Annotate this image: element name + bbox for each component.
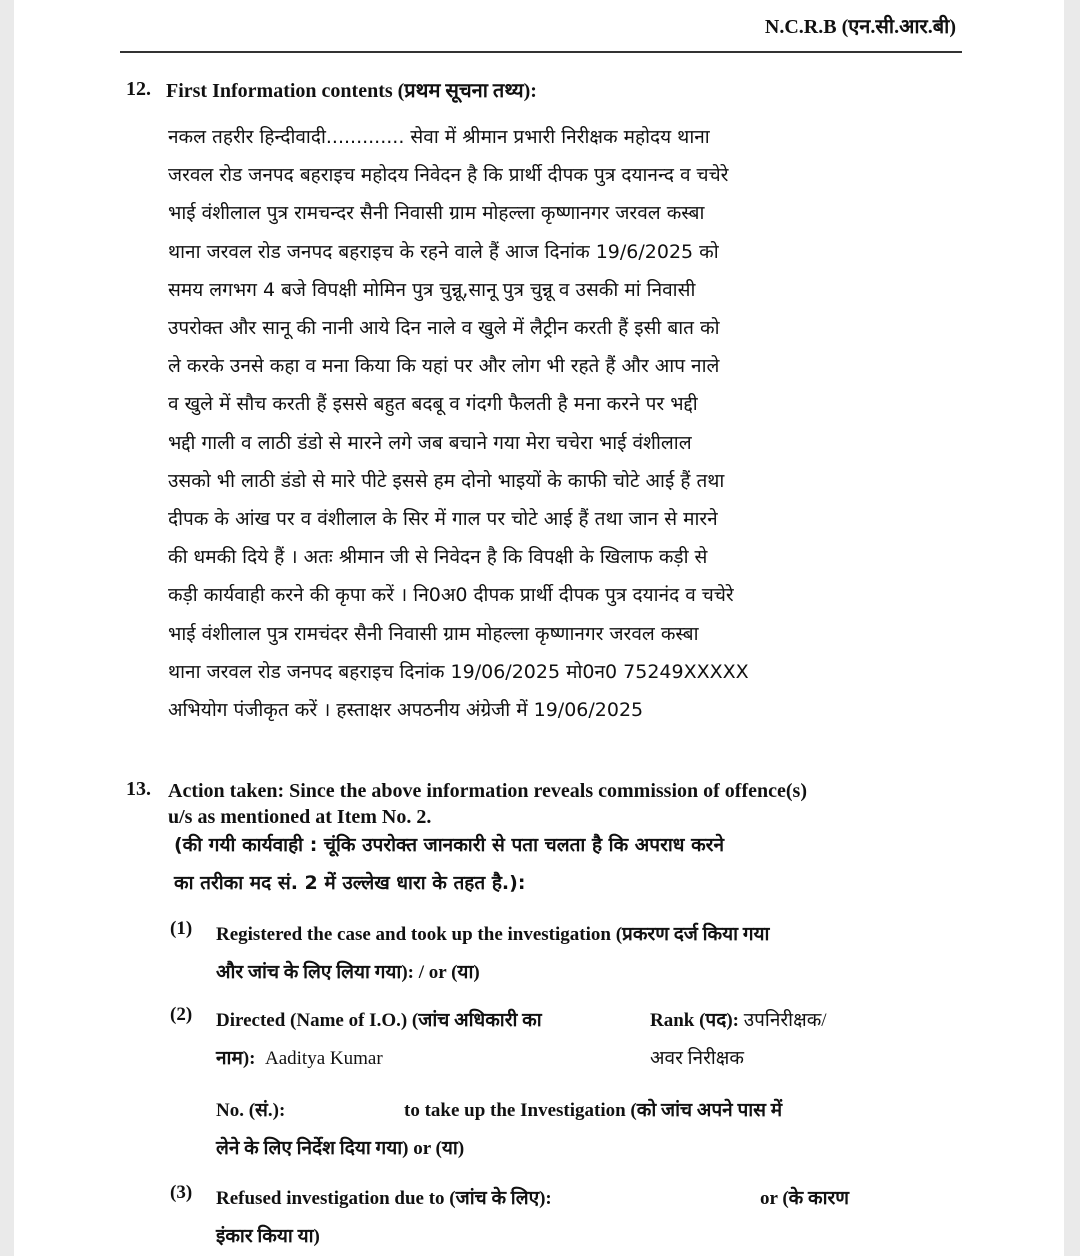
item-3-line2: इंकार किया या) <box>216 1226 320 1247</box>
fir-text-line: थाना जरवल रोड जनपद बहराइच के रहने वाले हैं आज दिनांक 19/6/2025 को <box>168 240 719 263</box>
section-12-title: First Information contents (प्रथम सूचना तथ्य): <box>166 80 537 102</box>
item-1-line1: Registered the case and took up the investigation (प्रकरण दर्ज किया गया <box>216 924 770 945</box>
first-information-text <box>168 118 948 729</box>
item-3-marker: (3) <box>170 1182 193 1203</box>
fir-text-line: नकल तहरीर हिन्दीवादी............. सेवा में श्रीमान प्रभारी निरीक्षक महोदय थाना <box>168 126 710 148</box>
rank-value-line1: उपनिरीक्षक/ <box>743 1010 827 1031</box>
item-2-directed-label: Directed (Name of I.O.) (जांच अधिकारी का <box>216 1010 542 1031</box>
item-1-line2: और जांच के लिए लिया गया): / or (या) <box>216 962 480 983</box>
rank-value-line2: अवर निरीक्षक <box>650 1048 744 1069</box>
item-2-rank-label: Rank (पद): <box>650 1010 739 1031</box>
fir-text-line: भाई वंशीलाल पुत्र रामचन्दर सैनी निवासी ग्राम मोहल्ला कृष्णानगर जरवल कस्बा <box>168 202 705 225</box>
fir-text-line: थाना जरवल रोड जनपद बहराइच दिनांक 19/06/2025 मो0न0 75249XXXXX <box>168 660 749 683</box>
fir-text-line: उपरोक्त और सानू की नानी आये दिन नाले व खुले में लैट्रीन करती हैं इसी बात को <box>168 317 720 340</box>
item-2-no-label: No. (सं.): <box>216 1100 286 1121</box>
item-2-take-up-line1: to take up the Investigation (को जांच अपने पास में <box>404 1100 783 1121</box>
fir-text-line: समय लगभग 4 बजे विपक्षी मोमिन पुत्र चुन्नू,सानू पुत्र चुन्नू व उसकी मां निवासी <box>168 278 696 301</box>
item-3-or-label: or (के कारण <box>760 1188 850 1209</box>
item-1-marker: (1) <box>170 918 193 939</box>
item-2-take-up-line2: लेने के लिए निर्देश दिया गया) or (या) <box>216 1138 465 1159</box>
fir-text-line: की धमकी दिये हैं । अतः श्रीमान जी से निवेदन है कि विपक्षी के खिलाफ कड़ी से <box>168 546 708 569</box>
fir-text-line: ले करके उनसे कहा व मना किया कि यहां पर और लोग भी रहते हैं और आप नाले <box>168 355 720 378</box>
fir-text-line: कड़ी कार्यवाही करने की कृपा करें । नि0अ0 दीपक प्रार्थी दीपक पुत्र दयानंद व चचेरे <box>168 584 734 607</box>
section-12-number: 12. <box>126 78 151 100</box>
header-divider <box>120 51 962 53</box>
section-13-hindi-line2: का तरीका मद सं. 2 में उल्लेख धारा के तहत है.): <box>174 872 526 894</box>
item-2-name-label: नाम): <box>216 1048 256 1069</box>
section-13-number: 13. <box>126 778 151 800</box>
fir-text-line: भद्दी गाली व लाठी डंडो से मारने लगे जब बचाने गया मेरा चचेरा भाई वंशीलाल <box>168 431 692 454</box>
fir-text-line: अभियोग पंजीकृत करें । हस्ताक्षर अपठनीय अंग्रेजी में 19/06/2025 <box>168 699 644 722</box>
fir-text-line: जरवल रोड जनपद बहराइच महोदय निवेदन है कि प्रार्थी दीपक पुत्र दयानन्द व चचेरे <box>168 164 729 187</box>
item-3-refused-label: Refused investigation due to (जांच के लिए): <box>216 1188 552 1209</box>
fir-text-line: उसको भी लाठी डंडो से मारे पीटे इससे हम दोनो भाइयों के काफी चोटे आई हैं तथा <box>168 469 725 492</box>
section-13-title-line2: u/s as mentioned at Item No. 2. <box>168 806 432 828</box>
agency-header: N.C.R.B (एन.सी.आर.बी) <box>764 16 956 38</box>
fir-text-line: दीपक के आंख पर व वंशीलाल के सिर में गाल पर चोटे आई हैं तथा जान से मारने <box>168 508 718 531</box>
section-13-hindi-line1: (की गयी कार्यवाही : चूंकि उपरोक्त जानकारी से पता चलता है कि अपराध करने <box>174 834 724 856</box>
fir-text-line: व खुले में सौच करती हैं इससे बहुत बदबू व गंदगी फैलती है मना करने पर भद्दी <box>168 393 698 416</box>
fir-text-line: भाई वंशीलाल पुत्र रामचंदर सैनी निवासी ग्राम मोहल्ला कृष्णानगर जरवल कस्बा <box>168 622 699 645</box>
io-name: Aaditya Kumar <box>264 1048 383 1069</box>
item-2-marker: (2) <box>170 1004 193 1025</box>
section-13-title-line1: Action taken: Since the above information reveals commission of offence(s) <box>168 780 807 802</box>
document-page <box>14 0 1064 1256</box>
